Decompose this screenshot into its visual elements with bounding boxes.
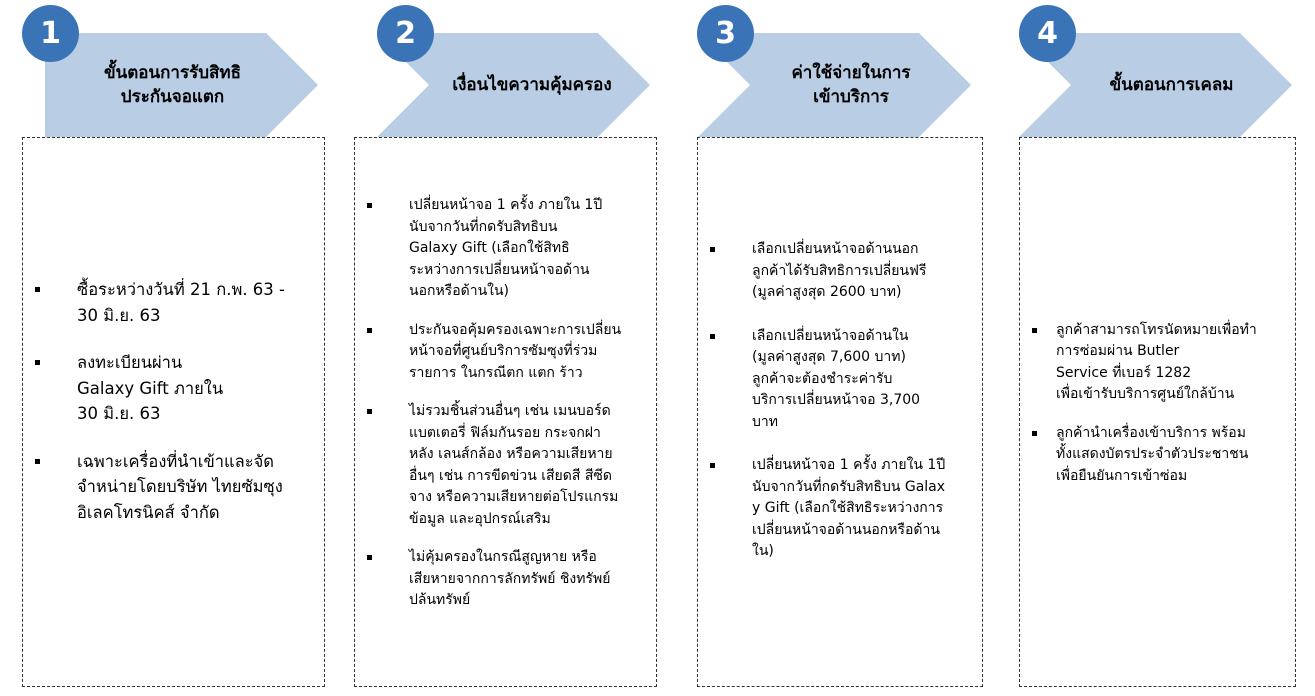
step-1-number-badge: 1 xyxy=(22,5,79,62)
step-3-title: ค่าใช้จ่ายในการ เข้าบริการ xyxy=(791,63,911,107)
step-1-list xyxy=(23,277,324,547)
list-item-text: เปลี่ยนหน้าจอ 1 ครั้ง ภายใน 1ปี นับจากวันที่กดรับสิทธิบน Galax y Gift (เลือกใช้สิทธิระหว่างการ เปลี่ยนหน้าจอด้านนอกหรือด้าน ใน) xyxy=(752,457,946,560)
step-2-number-badge: 2 xyxy=(377,5,434,62)
list-item-text: เลือกเปลี่ยนหน้าจอด้านนอก ลูกค้าได้รับสิทธิการเปลี่ยนฟรี (มูลค่าสูงสุด 2600 บาท) xyxy=(752,241,927,301)
list-item xyxy=(1032,320,1287,406)
bullet-icon xyxy=(710,239,718,247)
step-1-chevron xyxy=(45,33,318,137)
list-item-text: เปลี่ยนหน้าจอ 1 ครั้ง ภายใน 1ปี นับจากวันที่กดรับสิทธิบน Galaxy Gift (เลือกใช้สิทธิ ระหว่างการเปลี่ยนหน้าจอด้าน นอกหรือด้านใน) xyxy=(409,197,603,300)
bullet-icon xyxy=(367,547,375,555)
list-item-text: ลูกค้าสามารถโทรนัดหมายเพื่อทำ การซ่อมผ่าน Butler Service ที่เบอร์ 1282 เพื่อเข้ารับบริการศูนย์ใกล้บ้าน xyxy=(1056,321,1257,403)
step-3-number-badge: 3 xyxy=(697,5,754,62)
list-item xyxy=(35,449,314,526)
bullet-icon xyxy=(710,455,718,463)
list-item-text: ลงทะเบียนผ่าน Galaxy Gift ภายใน 30 มิ.ย. 63 xyxy=(77,353,224,423)
list-item xyxy=(35,277,314,328)
bullet-icon xyxy=(367,401,375,409)
bullet-icon xyxy=(1032,320,1040,328)
list-item-text: ลูกค้านำเครื่องเข้าบริการ พร้อม ทั้งแสดงบัตรประจำตัวประชาชน เพื่อยืนยันการเข้าซ่อม xyxy=(1056,424,1249,484)
step-3-list xyxy=(698,239,982,585)
step-2-details-box xyxy=(354,137,657,687)
list-item-text: ไม่คุ้มครองในกรณีสูญหาย หรือ เสียหายจากการลักทรัพย์ ชิงทรัพย์ ปล้นทรัพย์ xyxy=(409,549,611,609)
step-4-details-box xyxy=(1019,137,1296,687)
bullet-icon xyxy=(1032,423,1040,431)
step-1-title: ขั้นตอนการรับสิทธิ ประกันจอแตก xyxy=(104,63,241,107)
list-item-text: ซื้อระหว่างวันที่ 21 ก.พ. 63 - 30 มิ.ย. 63 xyxy=(77,280,285,325)
list-item xyxy=(710,326,974,434)
list-item-text: ประกันจอคุ้มครองเฉพาะการเปลี่ยน หน้าจอที่ศูนย์บริการซัมซุงที่ร่วม รายการ ในกรณีตก แตก ร้าว xyxy=(409,321,622,381)
step-4-list xyxy=(1020,320,1295,505)
bullet-icon xyxy=(35,449,43,457)
list-item xyxy=(710,455,974,563)
list-item xyxy=(367,401,648,530)
bullet-icon xyxy=(710,326,718,334)
bullet-icon xyxy=(35,277,43,285)
bullet-icon xyxy=(367,195,375,203)
bullet-icon xyxy=(367,320,375,328)
step-2-title: เงื่อนไขความคุ้มครอง xyxy=(452,75,612,95)
step-2-list xyxy=(355,195,656,629)
list-item-text: เฉพาะเครื่องที่นำเข้าและจัด จำหน่ายโดยบริษัท ไทยซัมซุง อิเลคโทรนิคส์ จำกัด xyxy=(77,451,283,522)
list-item xyxy=(367,547,648,612)
list-item xyxy=(710,239,974,304)
bullet-icon xyxy=(35,350,43,358)
step-1-details-box xyxy=(22,137,325,687)
step-4-title: ขั้นตอนการเคลม xyxy=(1109,75,1234,95)
list-item-text: เลือกเปลี่ยนหน้าจอด้านใน (มูลค่าสูงสุด 7,600 บาท) ลูกค้าจะต้องชำระค่ารับ บริการเปลี่ยนหน้าจอ 3,700 บาท xyxy=(752,327,921,430)
list-item xyxy=(1032,423,1287,488)
list-item xyxy=(35,350,314,427)
step-3-details-box xyxy=(697,137,983,687)
step-4-number-badge: 4 xyxy=(1019,5,1076,62)
list-item xyxy=(367,195,648,303)
list-item xyxy=(367,320,648,385)
list-item-text: ไม่รวมชิ้นส่วนอื่นๆ เช่น เมนบอร์ด แบตเตอรี่ ฟิล์มกันรอย กระจกฝา หลัง เลนส์กล้อง หรือความเสียหาย อื่นๆ เช่น การขีดข่วน เสียดสี สีซีด จาง หรือความเสียหายต่อโปรแกรม ข้อมูล และอุปกรณ์เสริม xyxy=(409,403,619,527)
